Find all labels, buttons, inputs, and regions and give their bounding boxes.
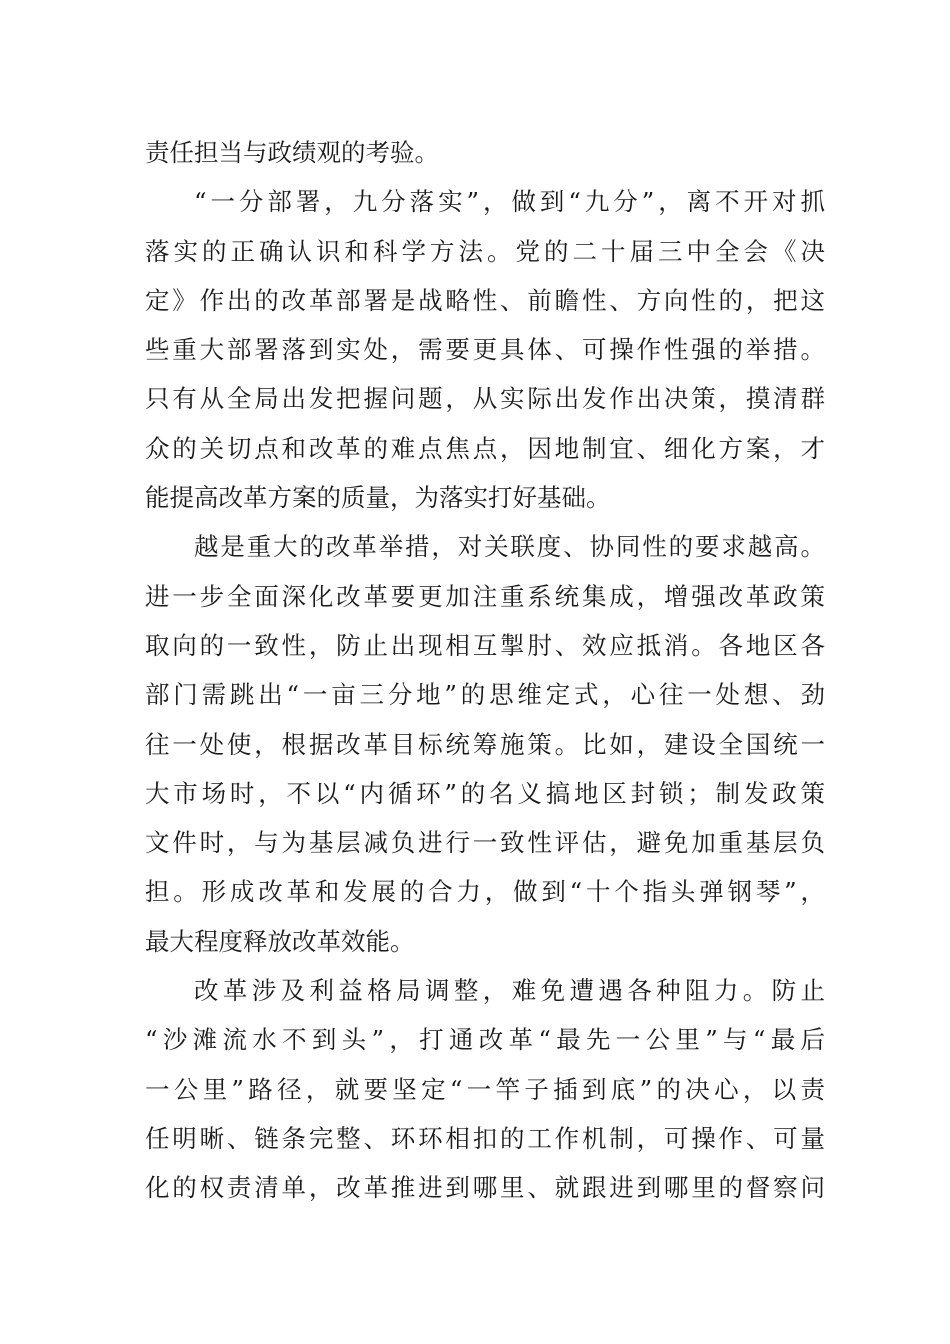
text-line: 取向的一致性，防止出现相互掣肘、效应抵消。各地区各 <box>145 630 825 660</box>
body-text <box>145 128 825 1213</box>
text-line: 责任担当与政绩观的考验。 <box>145 138 439 167</box>
text-line: 定》作出的改革部署是战略性、前瞻性、方向性的，把这 <box>145 285 825 315</box>
text-line: “一分部署，九分落实”，做到“九分”，离不开对抓 <box>194 187 825 217</box>
text-line: 一公里”路径，就要坚定“一竿子插到底”的决心，以责 <box>145 1074 825 1104</box>
text-line: 最大程度释放改革效能。 <box>145 926 415 956</box>
text-line: 只有从全局出发把握问题，从实际出发作出决策，摸清群 <box>145 384 825 414</box>
text-line: 改革涉及利益格局调整，难免遭遇各种阻力。防止 <box>194 976 825 1006</box>
text-line: 落实的正确认识和科学方法。党的二十届三中全会《决 <box>145 236 825 266</box>
text-line: 些重大部署落到实处，需要更具体、可操作性强的举措。 <box>145 335 825 365</box>
text-line: 往一处使，根据改革目标统筹施策。比如，建设全国统一 <box>145 729 825 759</box>
text-line: 能提高改革方案的质量，为落实打好基础。 <box>145 483 611 513</box>
text-line: 化的权责清单，改革推进到哪里、就跟进到哪里的督察问 <box>145 1173 825 1203</box>
text-line: 众的关切点和改革的难点焦点，因地制宜、细化方案，才 <box>145 433 825 463</box>
text-line: 任明晰、链条完整、环环相扣的工作机制，可操作、可量 <box>145 1123 825 1153</box>
text-line: 文件时，与为基层减负进行一致性评估，避免加重基层负 <box>145 828 825 858</box>
text-line: 大市场时，不以“内循环”的名义搞地区封锁；制发政策 <box>145 778 825 808</box>
text-line: 进一步全面深化改革要更加注重系统集成，增强改革政策 <box>145 581 825 611</box>
text-line: 部门需跳出“一亩三分地”的思维定式，心往一处想、劲 <box>145 680 825 710</box>
text-line: “沙滩流水不到头”，打通改革“最先一公里”与“最后 <box>145 1025 825 1055</box>
text-line: 担。形成改革和发展的合力，做到“十个指头弹钢琴”， <box>145 877 825 907</box>
text-line: 越是重大的改革举措，对关联度、协同性的要求越高。 <box>194 532 825 562</box>
